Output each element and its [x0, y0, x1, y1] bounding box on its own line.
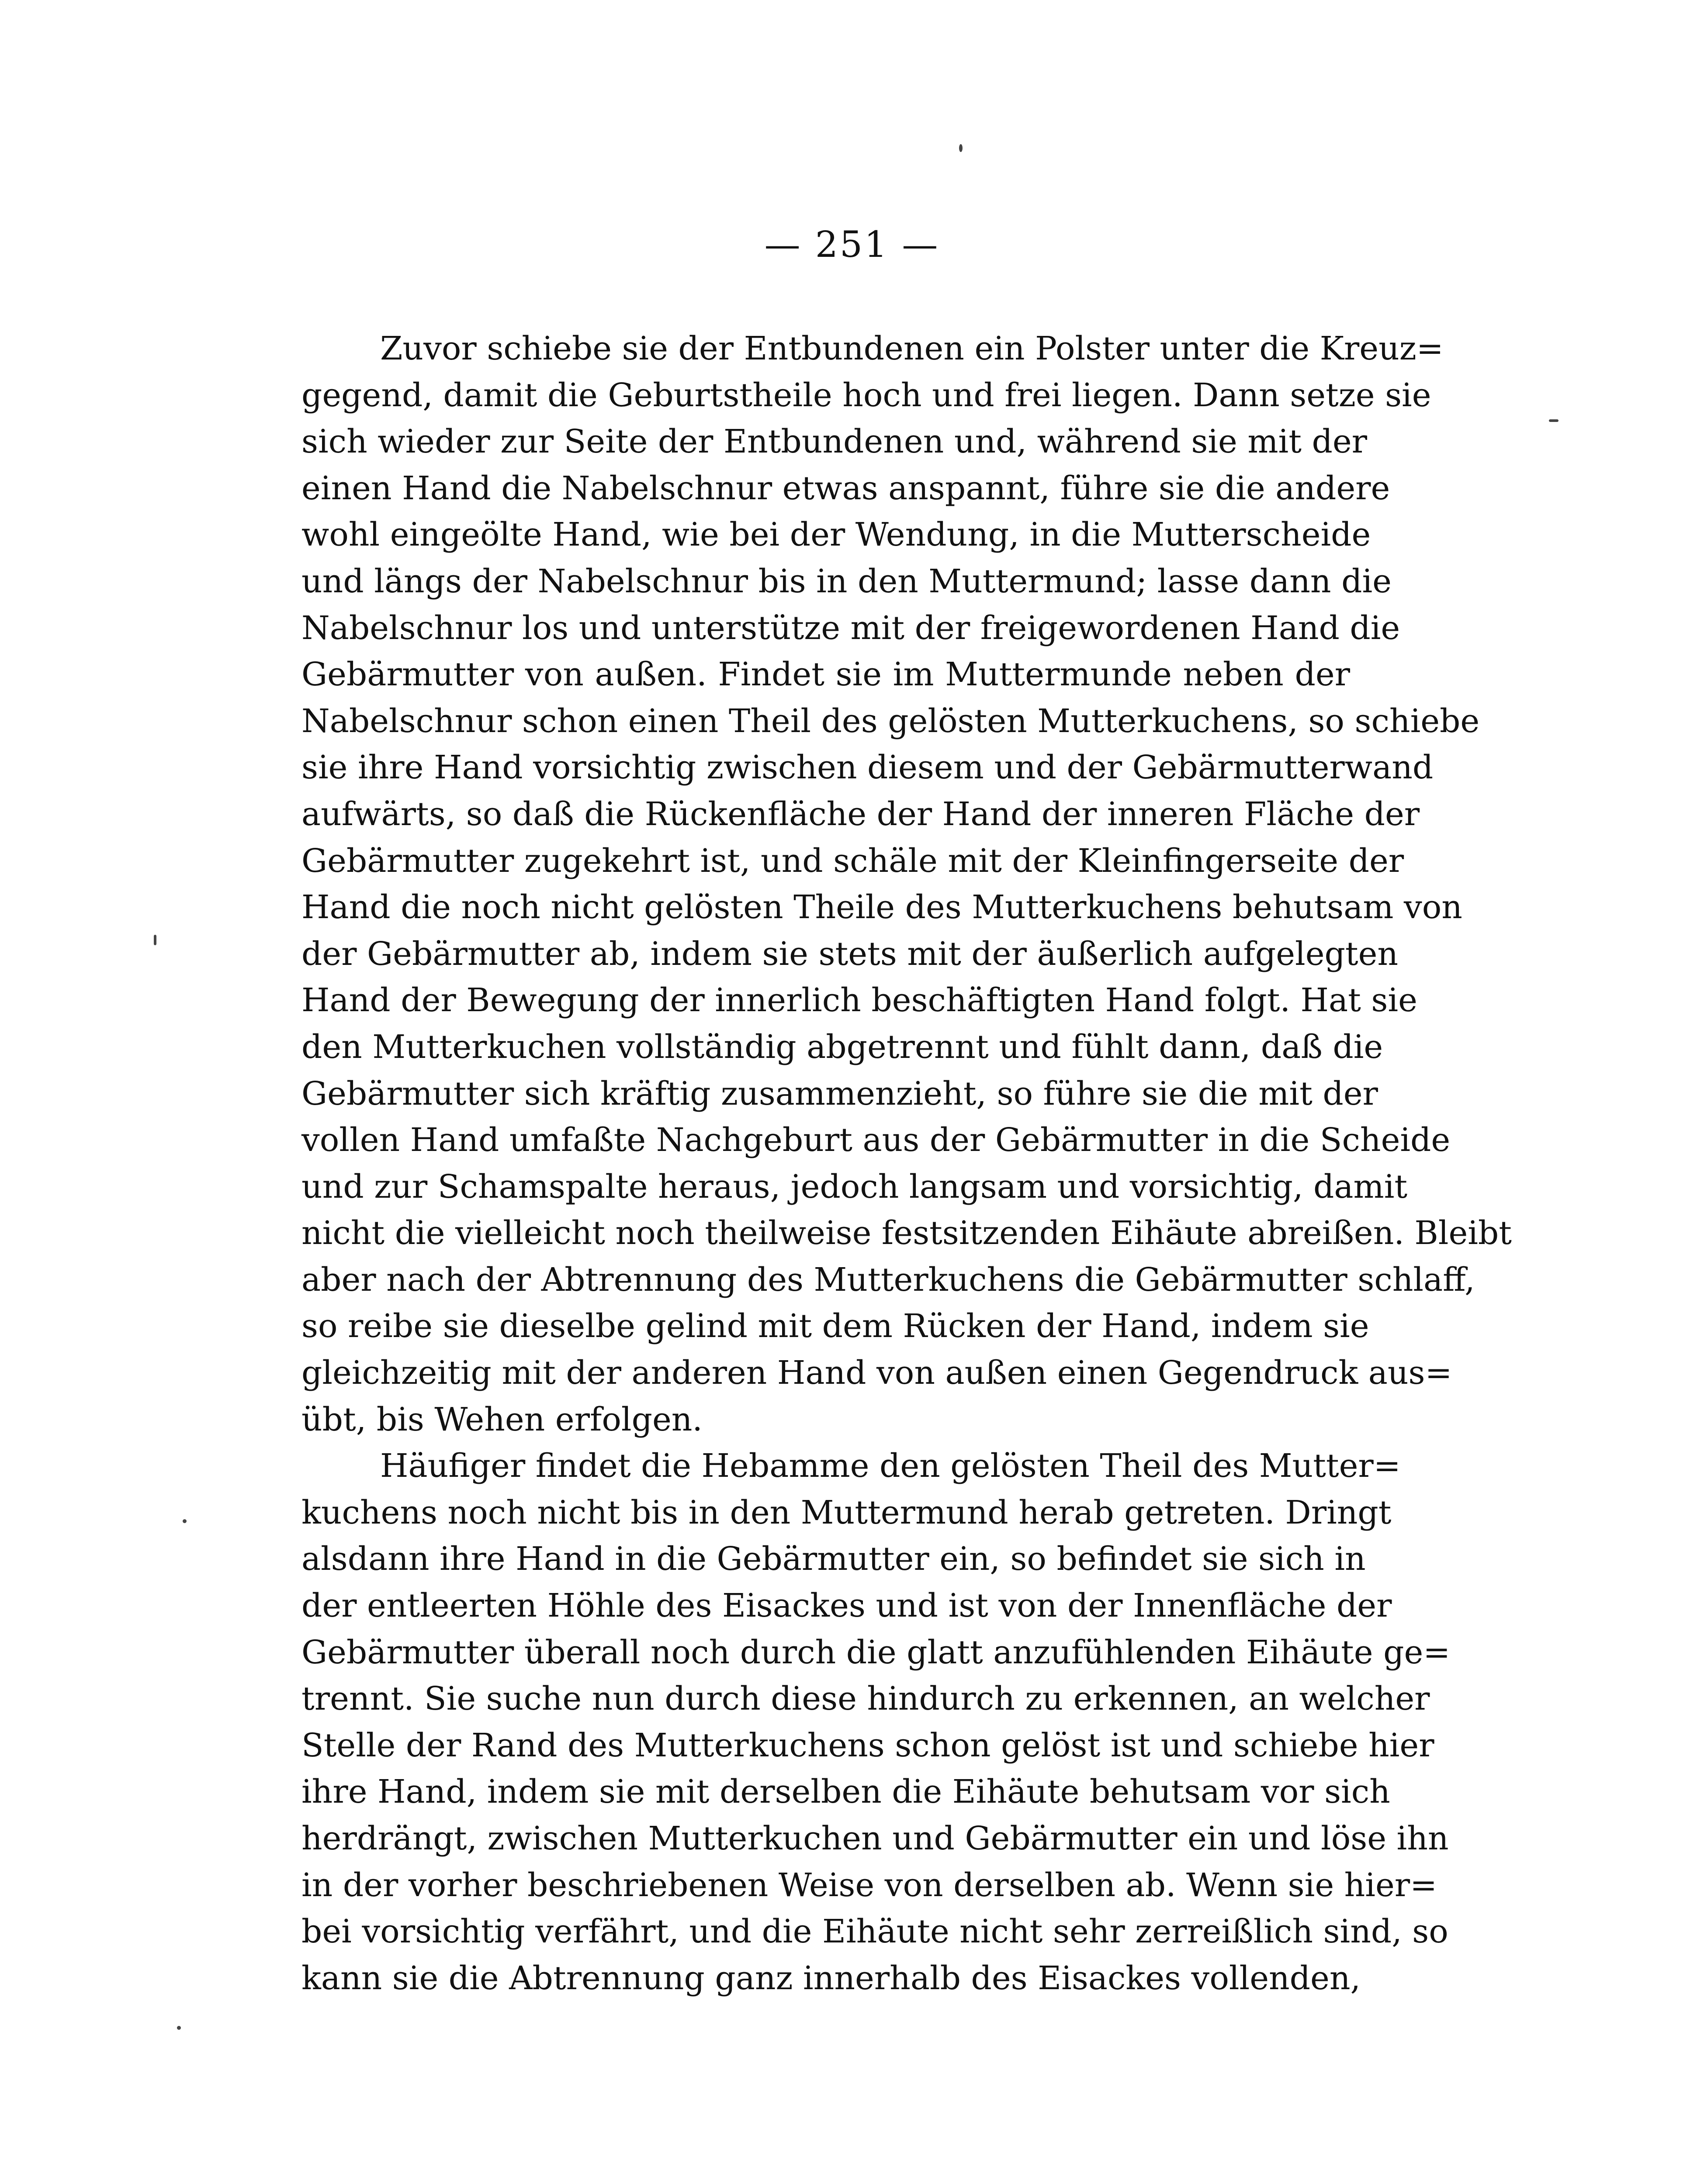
text-line: Nabelschnur schon einen Theil des gelösten Mutterkuchens, so schiebe — [301, 702, 1480, 740]
text-line: nicht die vielleicht noch theilweise festsitzenden Eihäute abreißen. Bleibt — [301, 1214, 1512, 1252]
text-line: alsdann ihre Hand in die Gebärmutter ein, so befindet sie sich in — [301, 1540, 1366, 1578]
body-text — [301, 325, 1512, 2001]
paragraph-1 — [301, 325, 1512, 1443]
text-line: Zuvor schiebe sie der Entbundenen ein Polster unter die Kreuz= — [380, 330, 1444, 367]
text-line: übt, bis Wehen erfolgen. — [301, 1400, 703, 1438]
text-line: und zur Schamspalte heraus, jedoch langsam und vorsichtig, damit — [301, 1168, 1408, 1206]
text-line: aufwärts, so daß die Rückenfläche der Hand der inneren Fläche der — [301, 795, 1420, 833]
text-line: Gebärmutter sich kräftig zusammenzieht, so führe sie die mit der — [301, 1075, 1378, 1113]
text-line: gleichzeitig mit der anderen Hand von außen einen Gegendruck aus= — [301, 1354, 1452, 1392]
text-line: einen Hand die Nabelschnur etwas anspannt, führe sie die andere — [301, 469, 1390, 507]
text-line: Nabelschnur los und unterstütze mit der freigewordenen Hand die — [301, 609, 1400, 647]
scan-speck — [183, 1519, 187, 1523]
text-line: Stelle der Rand des Mutterkuchens schon gelöst ist und schiebe hier — [301, 1726, 1434, 1764]
text-line: Gebärmutter überall noch durch die glatt anzufühlenden Eihäute ge= — [301, 1633, 1451, 1671]
paragraph-2 — [301, 1443, 1451, 2001]
text-line: Hand die noch nicht gelösten Theile des Mutterkuchens behutsam von — [301, 888, 1462, 926]
text-line: in der vorher beschriebenen Weise von derselben ab. Wenn sie hier= — [301, 1866, 1437, 1904]
scan-speck — [154, 935, 156, 945]
text-line: Gebärmutter zugekehrt ist, und schäle mit der Kleinfingerseite der — [301, 842, 1404, 880]
text-line: ihre Hand, indem sie mit derselben die Eihäute behutsam vor sich — [301, 1773, 1390, 1811]
text-line: Häufiger findet die Hebamme den gelösten Theil des Mutter= — [380, 1447, 1401, 1485]
text-line: der Gebärmutter ab, indem sie stets mit der äußerlich aufgelegten — [301, 935, 1399, 973]
text-line: herdrängt, zwischen Mutterkuchen und Gebärmutter ein und löse ihn — [301, 1820, 1449, 1857]
text-line: sie ihre Hand vorsichtig zwischen diesem und der Gebärmutterwand — [301, 749, 1434, 787]
scan-speck — [1549, 419, 1559, 422]
scan-speck — [959, 144, 963, 152]
text-line: wohl eingeölte Hand, wie bei der Wendung, in die Mutterscheide — [301, 516, 1371, 554]
text-line: vollen Hand umfaßte Nachgeburt aus der Gebärmutter in die Scheide — [301, 1121, 1451, 1159]
text-line: aber nach der Abtrennung des Mutterkuchens die Gebärmutter schlaff, — [301, 1261, 1475, 1299]
text-line: trennt. Sie suche nun durch diese hindurch zu erkennen, an welcher — [301, 1680, 1430, 1718]
text-line: bei vorsichtig verfährt, und die Eihäute nicht sehr zerreißlich sind, so — [301, 1913, 1448, 1951]
text-line: kann sie die Abtrennung ganz innerhalb des Eisackes vollenden, — [301, 1959, 1361, 1997]
text-line: Hand der Bewegung der innerlich beschäftigten Hand folgt. Hat sie — [301, 981, 1417, 1019]
scan-speck — [177, 2026, 181, 2030]
text-line: kuchens noch nicht bis in den Muttermund herab getreten. Dringt — [301, 1493, 1392, 1531]
text-line: den Mutterkuchen vollständig abgetrennt und fühlt dann, daß die — [301, 1028, 1383, 1066]
text-line: so reibe sie dieselbe gelind mit dem Rücken der Hand, indem sie — [301, 1307, 1369, 1345]
text-line: und längs der Nabelschnur bis in den Muttermund; lasse dann die — [301, 562, 1392, 600]
text-line: sich wieder zur Seite der Entbundenen und, während sie mit der — [301, 423, 1368, 461]
text-line: Gebärmutter von außen. Findet sie im Muttermunde neben der — [301, 656, 1350, 694]
page-number: — 251 — — [764, 224, 940, 266]
text-line: der entleerten Höhle des Eisackes und ist von der Innenfläche der — [301, 1587, 1392, 1625]
text-line: gegend, damit die Geburtstheile hoch und frei liegen. Dann setze sie — [301, 376, 1431, 414]
